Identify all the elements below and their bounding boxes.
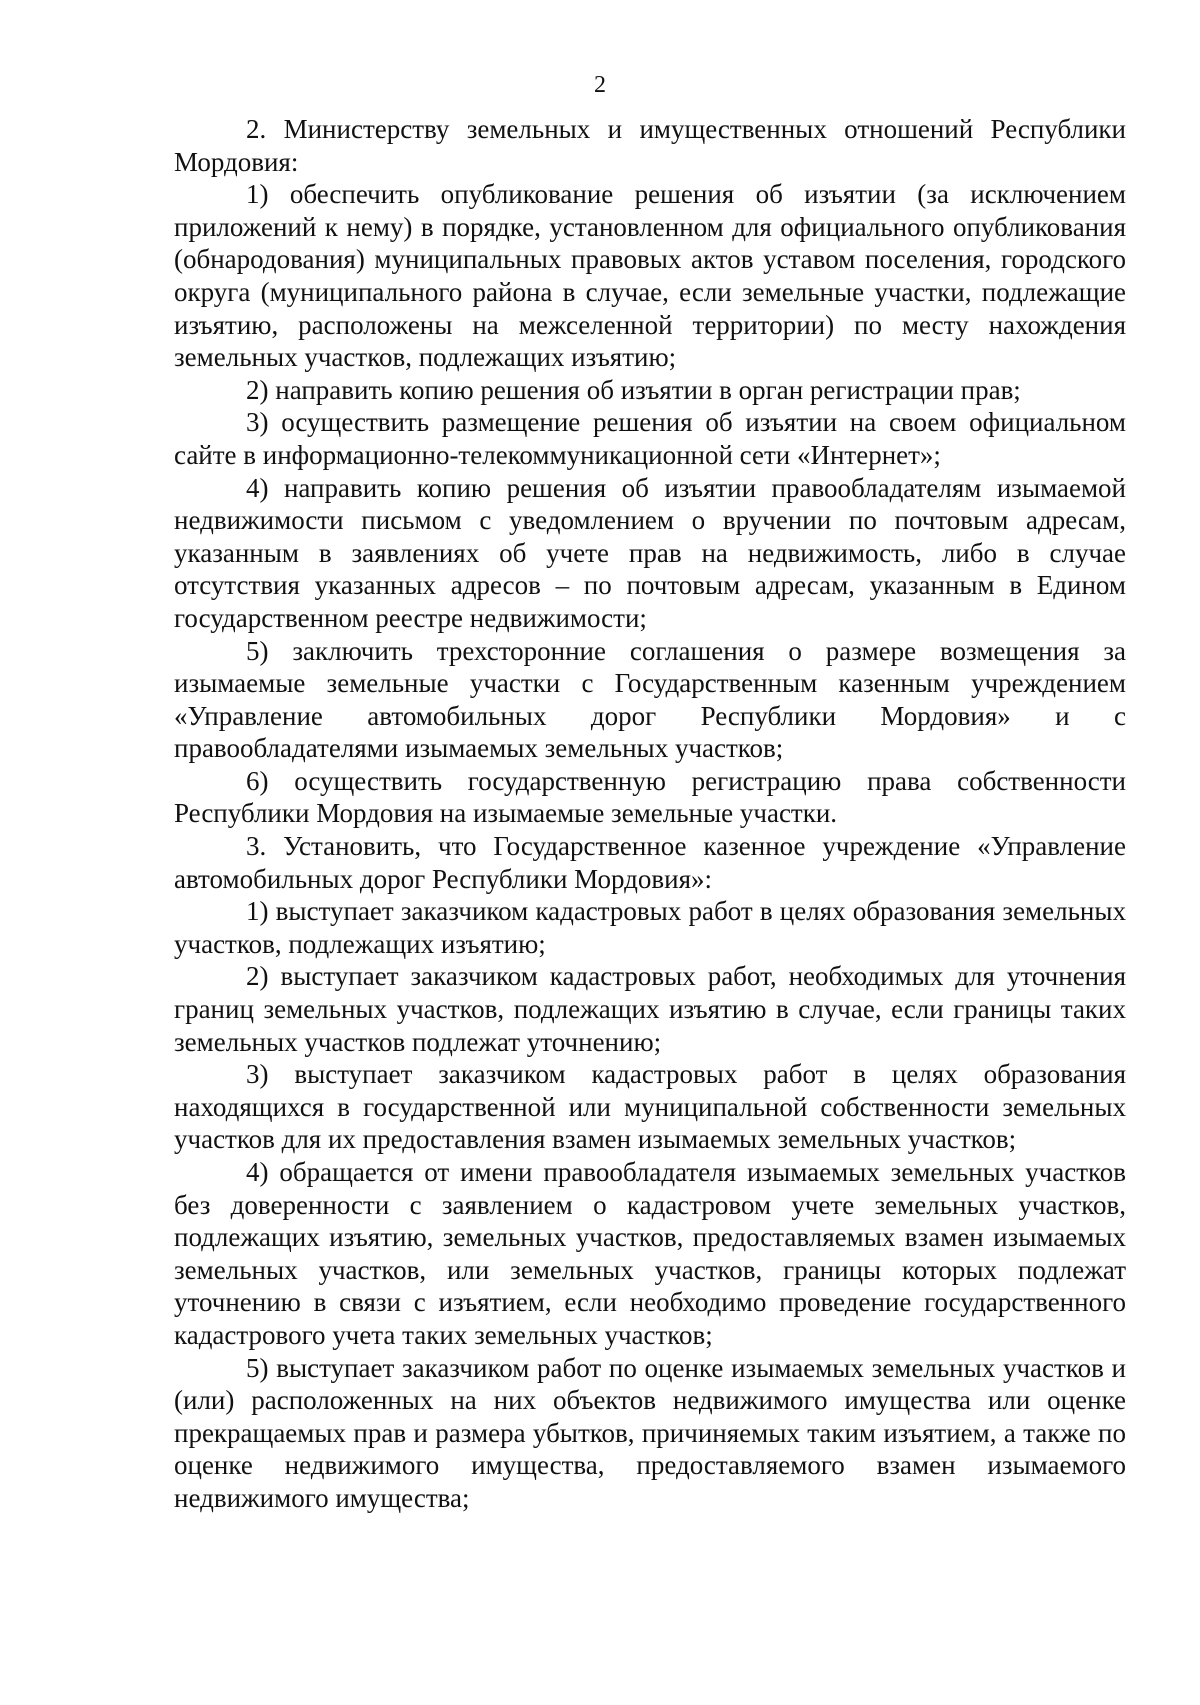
paragraph-2-ministry: 2. Министерству земельных и имущественных отношений Республики Мордовия:	[174, 114, 1126, 177]
paragraph-3-2-boundaries: 2) выступает заказчиком кадастровых работ, необходимых для уточнения границ земельных участков, подлежащих изъятию в случае, если границы таких земельных участков подлежат уточнению;	[174, 961, 1126, 1057]
paragraph-2-5-agreements: 5) заключить трехсторонние соглашения о размере возмещения за изымаемые земельные участки с Государственным казенным учреждением «Управление автомобильных дорог Республики Мордовия» и с правообладателями изымаемых земельных участков;	[174, 635, 1126, 764]
document-body	[174, 113, 1126, 1515]
paragraph-3-establish: 3. Установить, что Государственное казенное учреждение «Управление автомобильных дорог Республики Мордовия»:	[174, 831, 1126, 894]
paragraph-2-2-registration: 2) направить копию решения об изъятии в орган регистрации прав;	[246, 374, 1021, 405]
paragraph-3-1-cadastral: 1) выступает заказчиком кадастровых работ в целях образования земельных участков, подлежащих изъятию;	[174, 896, 1126, 959]
paragraph-2-3-website: 3) осуществить размещение решения об изъятии на своем официальном сайте в информационно-телекоммуникационной сети «Интернет»;	[174, 407, 1126, 470]
paragraph-2-6-ownership: 6) осуществить государственную регистрацию права собственности Республики Мордовия на изымаемые земельные участки.	[174, 765, 1126, 829]
paragraph-2-4-notify-owners: 4) направить копию решения об изъятии правообладателям изымаемой недвижимости письмом с уведомлением о вручении по почтовым адресам, указанным в заявлениях об учете прав на недвижимость, либо в случае отсутствия указанных адресов – по почтовым адресам, указанным в Едином государственном реестре недвижимости;	[174, 472, 1126, 633]
paragraph-2-1-publication: 1) обеспечить опубликование решения об изъятии (за исключением приложений к нему) в порядке, установленном для официального опубликования (обнародования) муниципальных правовых актов уставом поселения, городского округа (муниципального района в случае, если земельные участки, подлежащие изъятию, расположены на межселенной территории) по месту нахождения земельных участков, подлежащих изъятию;	[174, 179, 1126, 373]
page-number: 2	[594, 72, 606, 98]
paragraph-3-4-application: 4) обращается от имени правообладателя изымаемых земельных участков без доверенности с заявлением о кадастровом учете земельных участков, подлежащих изъятию, земельных участков, предоставляемых взамен изымаемых земельных участков, или земельных участков, границы которых подлежат уточнению в связи с изъятием, если необходимо проведение государственного кадастрового учета таких земельных участков;	[174, 1157, 1126, 1350]
paragraph-3-5-valuation: 5) выступает заказчиком работ по оценке изымаемых земельных участков и (или) расположенных на них объектов недвижимого имущества или оценке прекращаемых прав и размера убытков, причиняемых таким изъятием, а также по оценке недвижимого имущества, предоставляемого взамен изымаемого недвижимого имущества;	[174, 1352, 1126, 1513]
paragraph-3-3-replacement-plots: 3) выступает заказчиком кадастровых работ в целях образования находящихся в государственной или муниципальной собственности земельных участков для их предоставления взамен изымаемых земельных участков;	[174, 1059, 1126, 1155]
